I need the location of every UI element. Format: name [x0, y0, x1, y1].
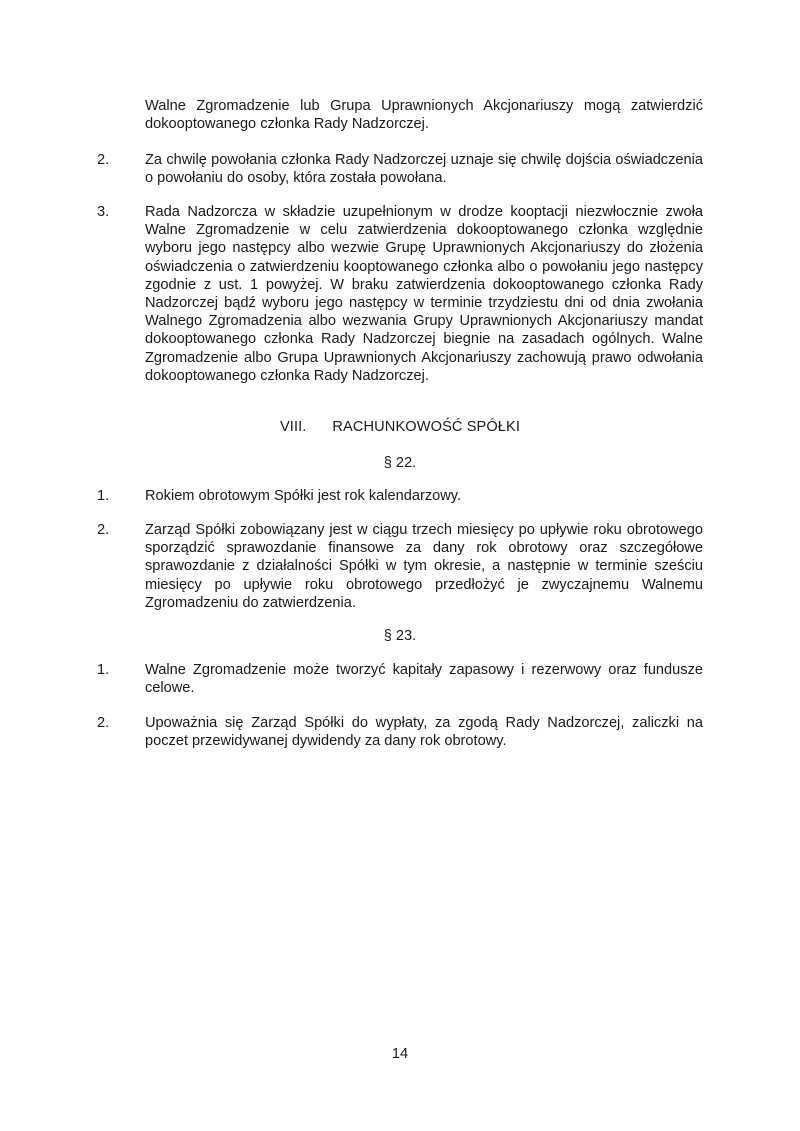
page-number: 14 — [391, 1046, 409, 1062]
item-number: 2. — [97, 152, 110, 168]
list-item — [97, 487, 703, 505]
item-number: 2. — [97, 715, 110, 731]
item-number: 1. — [97, 662, 110, 678]
paragraph-continuation — [97, 97, 703, 133]
item-text: Rokiem obrotowym Spółki jest rok kalendarzowy. — [145, 488, 462, 504]
item-text: Zarząd Spółki zobowiązany jest w ciągu trzech miesięcy po upływie roku obrotowego sporządzić sprawozdanie finansowe za dany rok obrotowy oraz szczegółowe sprawozdanie z działalności Spółki w tym okresie, a następnie w terminie sześciu miesięcy po upływie roku obrotowego przedłożyć je zwyczajnemu Walnemu Zgromadzeniu do zatwierdzenia. — [145, 522, 703, 611]
item-text: Walne Zgromadzenie może tworzyć kapitały zapasowy i rezerwowy oraz fundusze celowe. — [145, 662, 703, 697]
item-number: 3. — [97, 204, 110, 220]
section-title-23: § 23. — [383, 628, 417, 644]
item-number: 1. — [97, 488, 110, 504]
list-item — [97, 714, 703, 750]
list-item — [97, 521, 703, 612]
chapter-heading — [97, 418, 703, 436]
chapter-number: VIII. — [279, 419, 307, 435]
list-item — [97, 203, 703, 385]
item-text: Upoważnia się Zarząd Spółki do wypłaty, za zgodą Rady Nadzorczej, zaliczki na poczet przewidywanej dywidendy za dany rok obrotowy. — [145, 715, 703, 750]
list-item — [97, 151, 703, 187]
paragraph-text: Walne Zgromadzenie lub Grupa Uprawnionych Akcjonariuszy mogą zatwierdzić dokooptowanego członka Rady Nadzorczej. — [145, 98, 703, 133]
section-title-22: § 22. — [383, 455, 417, 471]
item-number: 2. — [97, 522, 110, 538]
list-item — [97, 661, 703, 697]
item-text: Rada Nadzorcza w składzie uzupełnionym w drodze kooptacji niezwłocznie zwoła Walne Zgromadzenie w celu zatwierdzenia dokooptowanego członka względnie wyboru jego następcy albo wezwie Grupę Uprawnionych Akcjonariuszy do złożenia oświadczenia o zatwierdzeniu kooptowanego członka albo o powołaniu jego następcy zgodnie z ust. 1 powyżej. W braku zatwierdzenia dokooptowanego członka Rady Nadzorczej bądź wyboru jego następcy w terminie trzydziestu dni od dnia zwołania Walnego Zgromadzenia albo wezwania Grupy Uprawnionych Akcjonariuszy mandat dokooptowanego członka Rady Nadzorczej biegnie na zasadach ogólnych. Walne Zgromadzenie albo Grupa Uprawnionych Akcjonariuszy zachowują prawo odwołania dokooptowanego członka Rady Nadzorczej. — [145, 204, 703, 384]
chapter-title: RACHUNKOWOŚĆ SPÓŁKI — [332, 419, 521, 435]
item-text: Za chwilę powołania członka Rady Nadzorczej uznaje się chwilę dojścia oświadczenia o powołaniu do osoby, która została powołana. — [145, 152, 703, 187]
